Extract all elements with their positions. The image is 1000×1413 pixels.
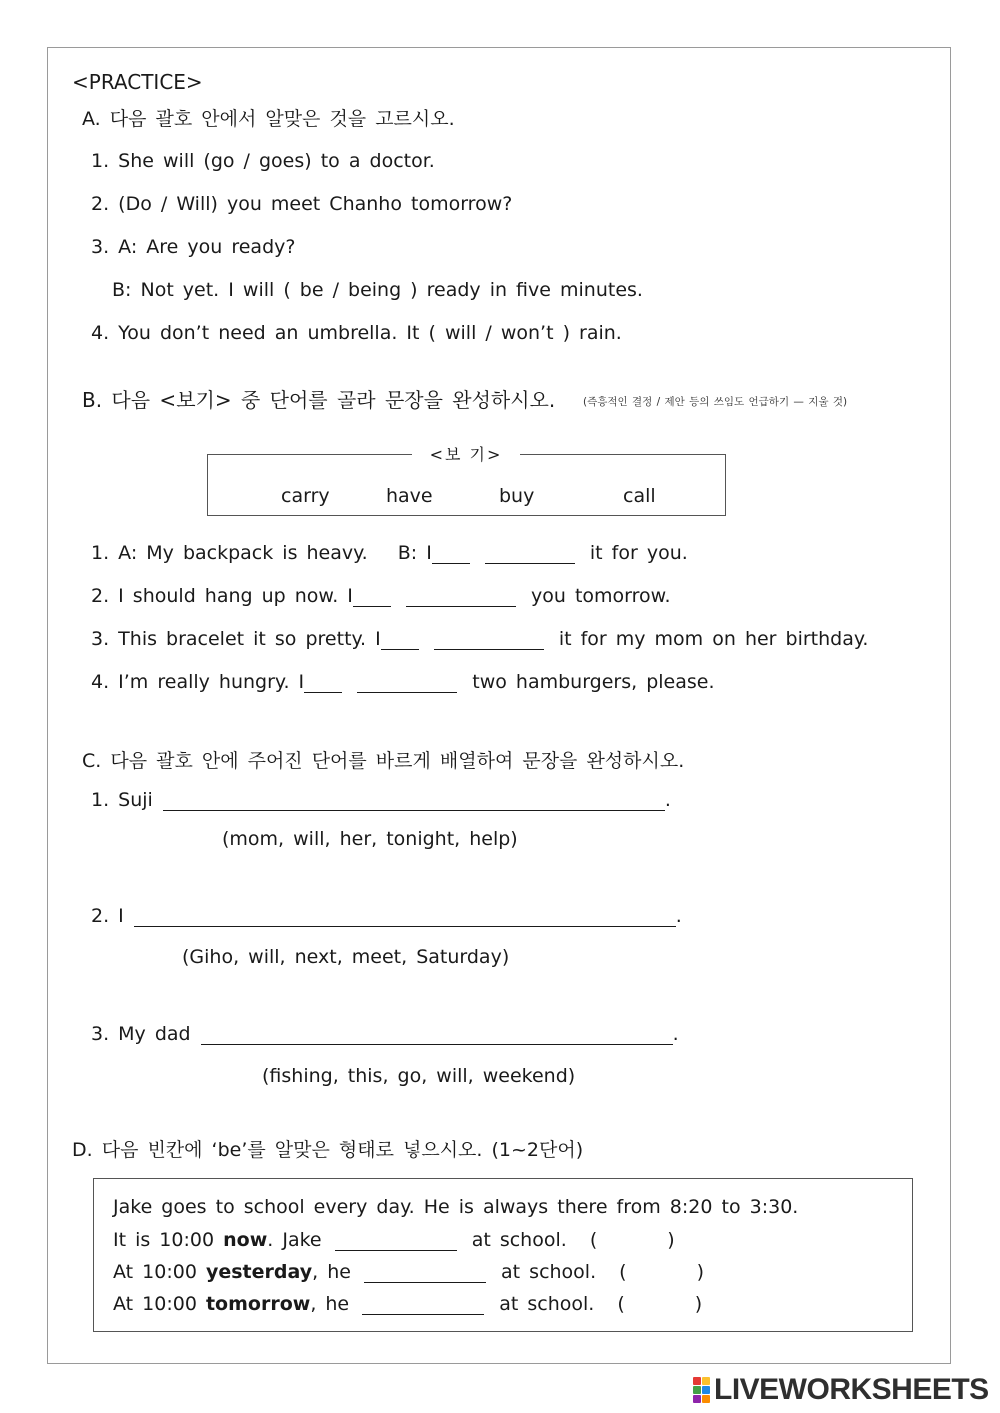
c-q2-answer[interactable]: [134, 906, 676, 927]
d-line2-c: at school.: [471, 1229, 567, 1251]
b-q1-suffix: it for you.: [589, 542, 688, 564]
c-q3-hint: (fishing, this, go, will, weekend): [262, 1065, 576, 1087]
c-q2-hint: (Giho, will, next, meet, Saturday): [182, 946, 510, 968]
d-line4-b: , he: [310, 1293, 350, 1315]
logo-tile: [702, 1386, 710, 1394]
word-box-title: <보 기>: [412, 446, 520, 464]
c-q3-answer[interactable]: [201, 1024, 673, 1045]
section-b-q1: [91, 543, 688, 564]
section-a-q3a: 3. A: Are you ready?: [91, 236, 296, 258]
b-q4-blank-2[interactable]: [357, 672, 457, 693]
d-line3-paren-close: ): [696, 1261, 705, 1283]
section-c-q2: [91, 906, 682, 927]
c-q2-end: .: [675, 905, 682, 927]
section-b-note: (즉흥적인 결정 / 제안 등의 쓰임도 언급하기 — 지울 것): [583, 396, 848, 408]
d-line4-c: at school.: [499, 1293, 595, 1315]
word-have: have: [386, 485, 433, 507]
section-a-q3b: B: Not yet. I will ( be / being ) ready in five minutes.: [112, 279, 643, 301]
logo-tile: [693, 1395, 701, 1403]
word-carry: carry: [281, 485, 330, 507]
d-line3-c: at school.: [501, 1261, 597, 1283]
d-line2: [113, 1230, 675, 1251]
c-q1-answer[interactable]: [163, 790, 665, 811]
logo-mark-icon: [693, 1377, 710, 1403]
logo-tile: [702, 1395, 710, 1403]
d-line2-blank[interactable]: [335, 1230, 457, 1251]
logo-tile: [702, 1377, 710, 1385]
d-line1: Jake goes to school every day. He is always there from 8:20 to 3:30.: [113, 1196, 799, 1218]
section-a-q1: 1. She will (go / goes) to a doctor.: [91, 150, 435, 172]
b-q2-blank-2[interactable]: [406, 586, 516, 607]
c-q3-end: .: [672, 1023, 679, 1045]
d-line3-bold: yesterday: [205, 1261, 313, 1283]
b-q4-prefix: 4. I’m really hungry. I: [91, 671, 305, 693]
d-line4-blank[interactable]: [362, 1294, 484, 1315]
section-a-q4: 4. You don’t need an umbrella. It ( will / won’t ) rain.: [91, 322, 622, 344]
section-c-q3: [91, 1024, 679, 1045]
d-line4-bold: tomorrow: [205, 1293, 311, 1315]
section-b-heading: B. 다음 <보기> 중 단어를 골라 문장을 완성하시오.: [82, 388, 556, 412]
d-line2-paren-answer[interactable]: [597, 1230, 667, 1250]
d-line2-b: . Jake: [267, 1229, 322, 1251]
b-q3-suffix: it for my mom on her birthday.: [558, 628, 869, 650]
b-q4-blank-1[interactable]: [304, 672, 342, 693]
b-q1-prefix: 1. A: My backpack is heavy.: [91, 542, 368, 564]
d-line3-a: At 10:00: [113, 1261, 197, 1283]
d-line2-a: It is 10:00: [113, 1229, 215, 1251]
c-q1-hint: (mom, will, her, tonight, help): [222, 828, 518, 850]
c-q1-end: .: [664, 789, 671, 811]
d-line3-paren-answer[interactable]: [627, 1262, 697, 1282]
b-q1-blank-1[interactable]: [432, 543, 470, 564]
d-line4-paren-open: (: [617, 1293, 625, 1315]
b-q3-prefix: 3. This bracelet it so pretty. I: [91, 628, 381, 650]
section-a-q2: 2. (Do / Will) you meet Chanho tomorrow?: [91, 193, 513, 215]
section-b-q3: [91, 629, 868, 650]
d-line2-paren-close: ): [667, 1229, 675, 1251]
b-q2-blank-1[interactable]: [353, 586, 391, 607]
d-line4-paren-answer[interactable]: [625, 1294, 695, 1314]
practice-title: <PRACTICE>: [72, 70, 203, 94]
b-q3-blank-1[interactable]: [381, 629, 419, 650]
section-c-q1: [91, 790, 671, 811]
c-q2-start: 2. I: [91, 905, 124, 927]
section-d-heading: D. 다음 빈칸에 ‘be’를 알맞은 형태로 넣으시오. (1~2단어): [72, 1139, 584, 1161]
c-q1-start: 1. Suji: [91, 789, 153, 811]
d-line3: [113, 1262, 704, 1283]
section-b-q4: [91, 672, 715, 693]
section-c-heading: C. 다음 괄호 안에 주어진 단어를 바르게 배열하여 문장을 완성하시오.: [82, 750, 685, 772]
word-buy: buy: [499, 485, 535, 507]
section-a-heading: A. 다음 괄호 안에서 알맞은 것을 고르시오.: [82, 108, 455, 130]
d-line2-bold: now: [223, 1229, 268, 1251]
liveworksheets-logo[interactable]: [693, 1375, 989, 1405]
b-q2-prefix: 2. I should hang up now. I: [91, 585, 353, 607]
logo-tile: [693, 1386, 701, 1394]
b-q1-speaker: B: I: [397, 542, 432, 564]
b-q4-suffix: two hamburgers, please.: [472, 671, 715, 693]
c-q3-start: 3. My dad: [91, 1023, 191, 1045]
b-q2-suffix: you tomorrow.: [531, 585, 671, 607]
word-call: call: [623, 485, 656, 507]
section-b-q2: [91, 586, 671, 607]
d-line3-paren-open: (: [619, 1261, 627, 1283]
logo-tile: [693, 1377, 701, 1385]
d-line2-paren-open: (: [589, 1229, 598, 1251]
logo-text: LIVEWORKSHEETS: [714, 1373, 989, 1406]
d-line4: [113, 1294, 702, 1315]
d-line3-blank[interactable]: [364, 1262, 486, 1283]
d-line3-b: , he: [312, 1261, 351, 1283]
b-q3-blank-2[interactable]: [434, 629, 544, 650]
b-q1-blank-2[interactable]: [485, 543, 575, 564]
d-line4-paren-close: ): [694, 1293, 703, 1315]
d-line4-a: At 10:00: [113, 1293, 197, 1315]
